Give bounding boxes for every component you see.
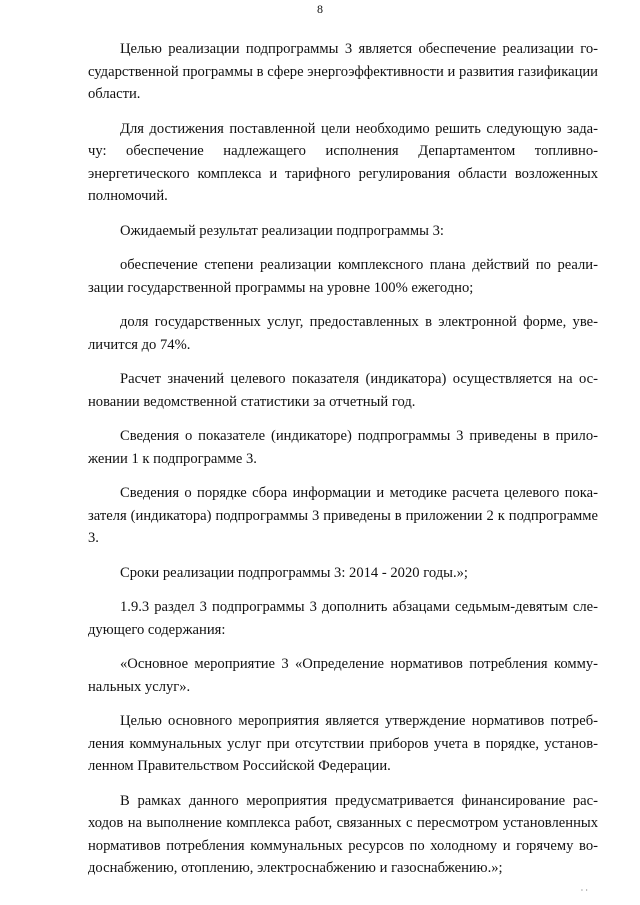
paragraph: доля государственных услуг, предоставленных в электронной форме, увеличится до 74%. [88, 314, 598, 353]
paragraph: Сведения о порядке сбора информации и методике расчета целевого показателя (индикатора) подпрограммы 3 приведены в приложении 2 к подпрограмме 3. [88, 485, 598, 546]
paragraph: Целью основного мероприятия является утверждение нормативов потребления коммунальных услуг при отсутствии приборов учета в порядке, установленном Правительством Российской Федерации. [88, 713, 598, 774]
paragraph: Расчет значений целевого показателя (индикатора) осуществляется на основании ведомственной статистики за отчетный год. [88, 371, 598, 410]
document-body [88, 38, 598, 892]
paragraph: Сведения о показателе (индикаторе) подпрограммы 3 приведены в приложении 1 к подпрограмме 3. [88, 428, 598, 467]
scan-mark: · · [580, 886, 588, 895]
page-number: 8 [317, 2, 323, 16]
paragraph: «Основное мероприятие 3 «Определение нормативов потребления коммунальных услуг». [88, 656, 598, 695]
paragraph: Сроки реализации подпрограммы 3: 2014 - 2020 годы.»; [120, 564, 468, 581]
paragraph: Целью реализации подпрограммы 3 является обеспечение реализации государственной программы в сфере энергоэффективности и развития газификации области. [88, 41, 598, 102]
paragraph: Ожидаемый результат реализации подпрограммы 3: [120, 222, 444, 239]
paragraph: В рамках данного мероприятия предусматривается финансирование расходов на выполнение комплекса работ, связанных с пересмотром установленных нормативов потребления коммунальных ресурсов по холодному и горячему водоснабжению, отоплению, электроснабжению и газоснабжению.»; [88, 792, 598, 876]
paragraph: 1.9.3 раздел 3 подпрограммы 3 дополнить абзацами седьмым-девятым следующего содержания: [88, 599, 598, 638]
paragraph: Для достижения поставленной цели необходимо решить следующую задачу: обеспечение надлежащего исполнения Департаментом топливно-энергетического комплекса и тарифного регулирования области возложенных полномочий. [88, 120, 598, 204]
paragraph: обеспечение степени реализации комплексного плана действий по реализации государственной программы на уровне 100% ежегодно; [88, 257, 598, 296]
